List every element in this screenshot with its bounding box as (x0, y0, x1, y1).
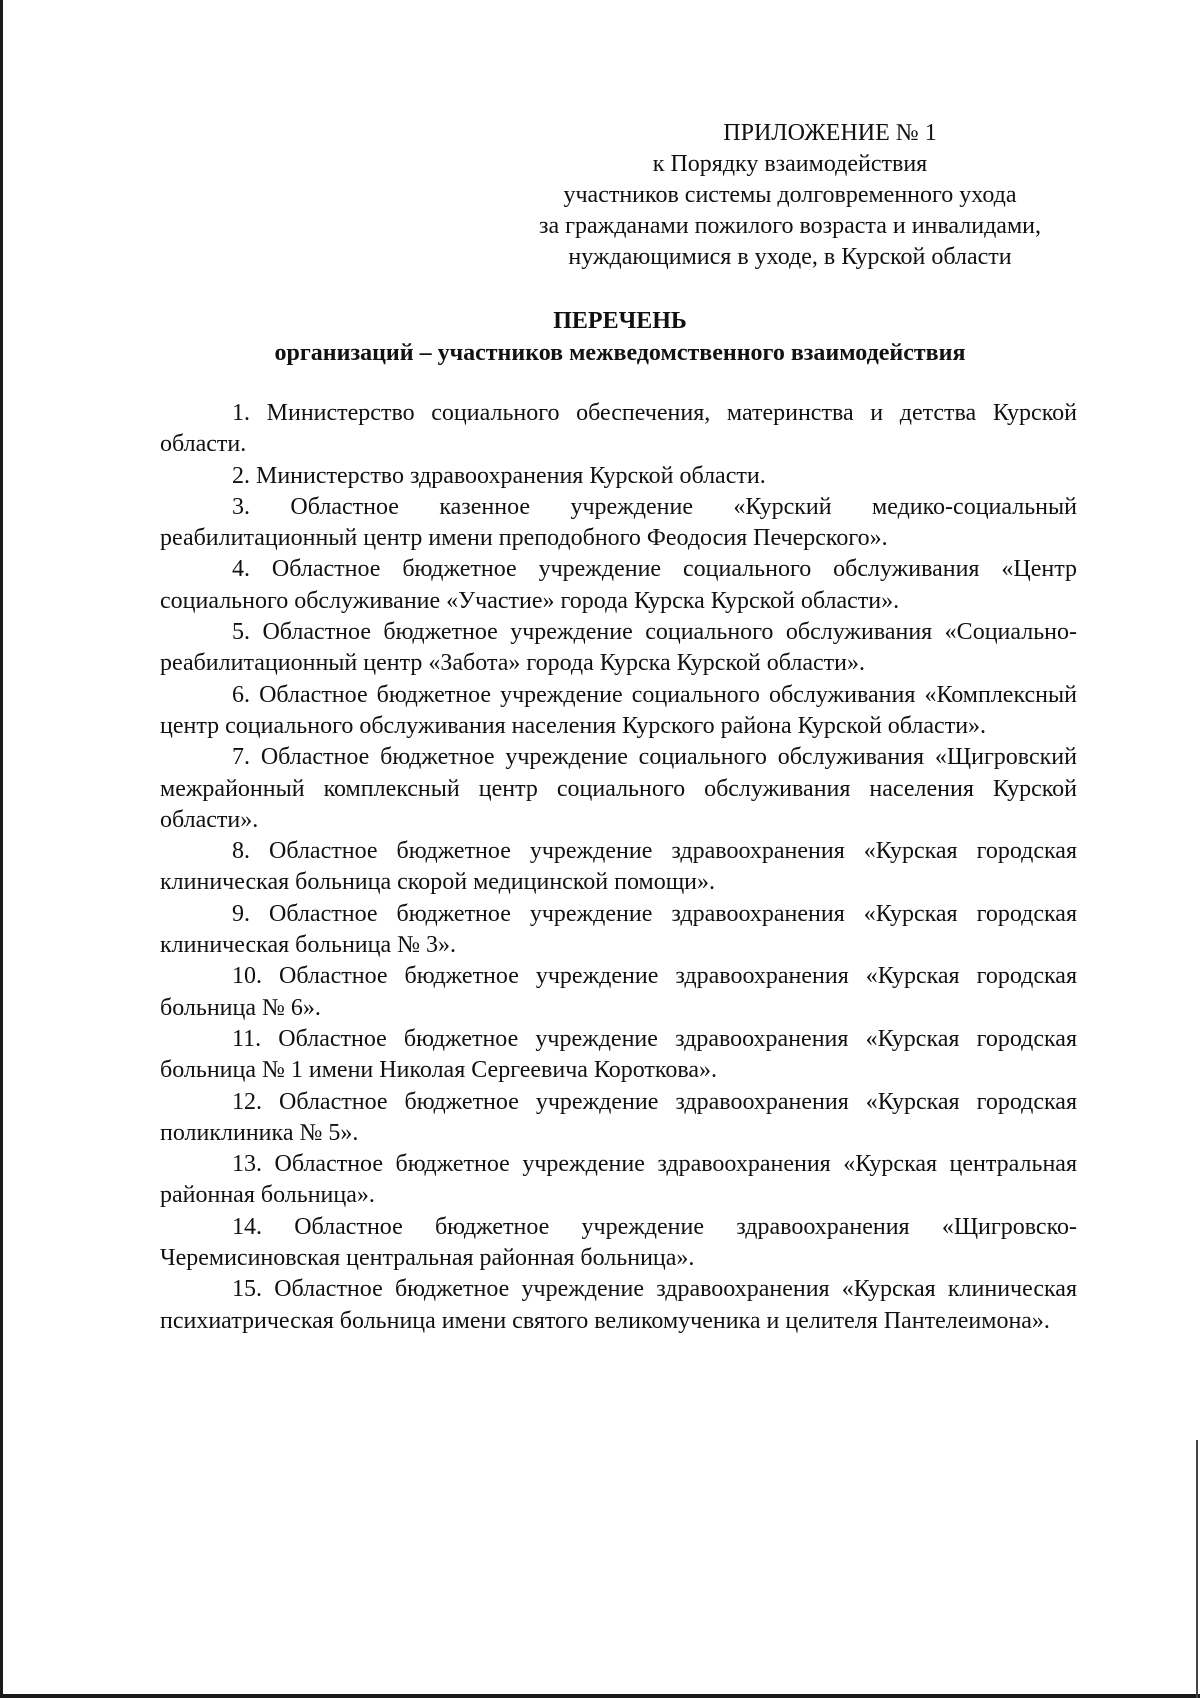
list-item: 6. Областное бюджетное учреждение социального обслуживания «Комплексный центр социального обслуживания населения Курского района Курской области». (160, 681, 1077, 739)
list-item: 12. Областное бюджетное учреждение здравоохранения «Курская городская поликлиника № 5». (160, 1088, 1077, 1146)
list-item: 13. Областное бюджетное учреждение здравоохранения «Курская центральная районная больница». (160, 1151, 1077, 1209)
appendix-number: ПРИЛОЖЕНИЕ № 1 (723, 120, 937, 146)
list-item: 8. Областное бюджетное учреждение здравоохранения «Курская городская клиническая больница скорой медицинской помощи». (160, 838, 1077, 896)
scan-edge-bottom (0, 1694, 1200, 1698)
appendix-header (480, 118, 1100, 273)
scan-edge-left (0, 0, 3, 1698)
list-item: 1. Министерство социального обеспечения, материнства и детства Курской области. (160, 400, 1077, 458)
list-item: 3. Областное казенное учреждение «Курский медико-социальный реабилитационный центр имени преподобного Феодосия Печерского». (160, 493, 1077, 552)
list-item: 9. Областное бюджетное учреждение здравоохранения «Курская городская клиническая больница № 3». (160, 900, 1077, 959)
appendix-line-5: нуждающимися в уходе, в Курской области (568, 244, 1012, 270)
organization-list (160, 398, 1077, 1337)
list-item: 14. Областное бюджетное учреждение здравоохранения «Щигровско-Черемисиновская центральная районная больница». (160, 1213, 1077, 1272)
appendix-line-2: к Порядку взаимодействия (652, 151, 928, 177)
scan-edge-right (1196, 1440, 1198, 1698)
list-item: 2. Министерство здравоохранения Курской области. (232, 462, 766, 489)
title-subheading: организаций – участников межведомственного взаимодействия (274, 340, 966, 366)
appendix-line-4: за гражданами пожилого возраста и инвалидами, (538, 213, 1041, 239)
list-item: 11. Областное бюджетное учреждение здравоохранения «Курская городская больница № 1 имени Николая Сергеевича Короткова». (160, 1025, 1077, 1084)
list-item: 10. Областное бюджетное учреждение здравоохранения «Курская городская больница № 6». (160, 963, 1077, 1021)
list-item: 5. Областное бюджетное учреждение социального обслуживания «Социально-реабилитационный центр «Забота» города Курска Курской области». (160, 619, 1077, 677)
document-title (160, 305, 1080, 369)
list-item: 15. Областное бюджетное учреждение здравоохранения «Курская клиническая психиатрическая больница имени святого великомученика и целителя Пантелеимона». (160, 1276, 1077, 1334)
list-item: 4. Областное бюджетное учреждение социального обслуживания «Центр социального обслуживание «Участие» города Курска Курской области». (160, 556, 1077, 614)
list-item: 7. Областное бюджетное учреждение социального обслуживания «Щигровский межрайонный комплексный центр социального обслуживания населения Курской области». (160, 744, 1077, 833)
appendix-line-3: участников системы долговременного ухода (563, 182, 1017, 208)
title-heading: ПЕРЕЧЕНЬ (553, 308, 687, 334)
